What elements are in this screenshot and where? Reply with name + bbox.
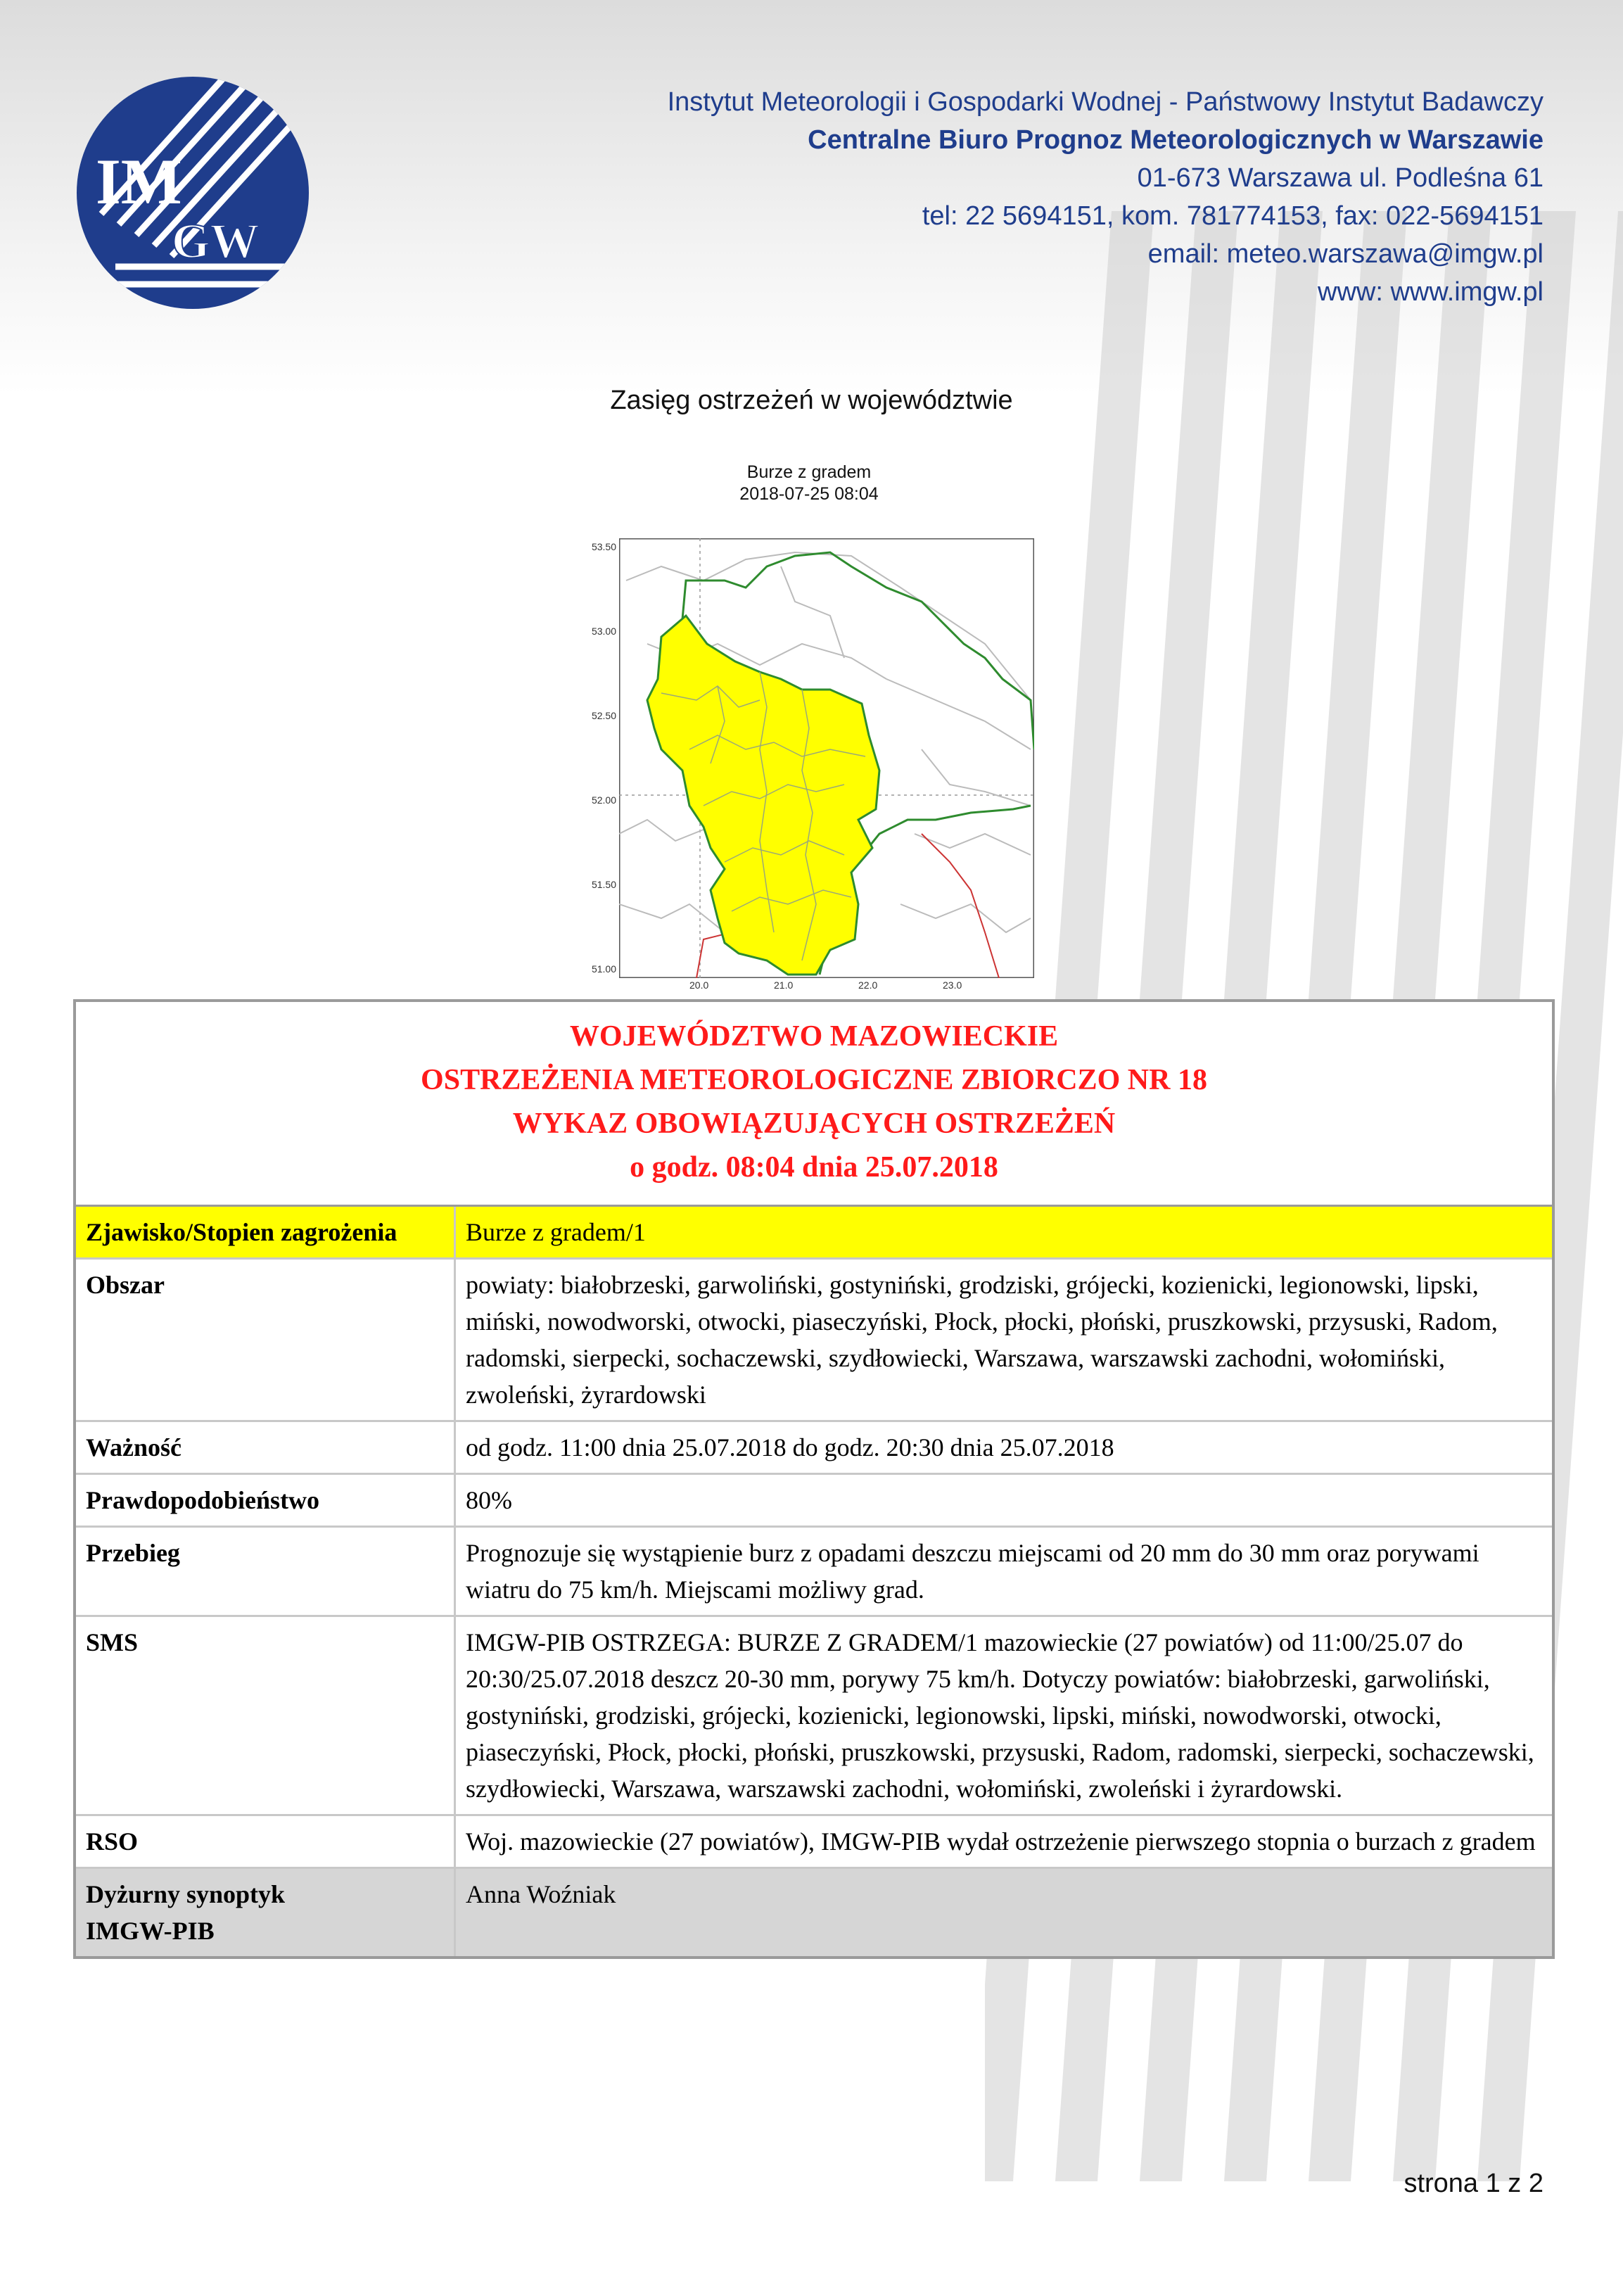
row-value: Burze z gradem/1 <box>456 1207 1552 1257</box>
lat-tick: 51.00 <box>591 963 616 975</box>
row-value: od godz. 11:00 dnia 25.07.2018 do godz. 20:30 dnia 25.07.2018 <box>466 1433 1114 1461</box>
lat-tick: 52.00 <box>591 794 616 806</box>
email[interactable]: email: meteo.warszawa@imgw.pl <box>1147 239 1544 269</box>
lon-tick: 20.0 <box>689 979 709 991</box>
row-value: Woj. mazowieckie (27 powiatów), IMGW-PIB wydał ostrzeżenie pierwszego stopnia o burzach z gradem <box>466 1827 1536 1856</box>
row-label: Zjawisko/Stopien zagrożenia <box>76 1207 456 1257</box>
map-lon-tick-labels <box>619 979 1034 992</box>
institute-contact <box>668 83 1544 311</box>
heading-warnings: OSTRZEŻENIA METEOROLOGICZNE ZBIORCZO NR 18 <box>421 1064 1207 1096</box>
heading-list: WYKAZ OBOWIĄZUJĄCYCH OSTRZEŻEŃ <box>512 1108 1116 1140</box>
map-title-date: 2018-07-25 08:04 <box>739 484 879 504</box>
institute-name: Instytut Meteorologii i Gospodarki Wodnej - Państwowy Instytut Badawczy <box>667 87 1544 117</box>
warning-map <box>619 538 1034 978</box>
heading-time: o godz. 08:04 dnia 25.07.2018 <box>630 1151 998 1184</box>
forecaster-org: IMGW-PIB <box>86 1917 215 1945</box>
phone: tel: 22 5694151, kom. 781774153, fax: 022-5694151 <box>922 201 1544 231</box>
map-title-phenomenon: Burze z gradem <box>746 462 872 482</box>
address: 01-673 Warszawa ul. Podleśna 61 <box>1137 163 1544 193</box>
row-value: Prognozuje się wystąpienie burz z opadami deszczu miejscami od 20 mm do 30 mm oraz porywami wiatru do 75 km/h. Miejscami możliwy grad. <box>466 1539 1479 1604</box>
row-label: RSO <box>76 1816 456 1867</box>
lat-tick: 52.50 <box>591 710 616 721</box>
warning-table <box>73 999 1555 1959</box>
lon-tick: 22.0 <box>858 979 878 991</box>
map-caption: Zasięg ostrzeżeń w województwie <box>610 386 1013 415</box>
row-label: SMS <box>76 1617 456 1814</box>
lon-tick: 23.0 <box>943 979 962 991</box>
row-value: 80% <box>466 1486 512 1514</box>
row-area <box>76 1260 1552 1422</box>
svg-text:GW: GW <box>172 215 260 269</box>
lat-tick: 51.50 <box>591 879 616 890</box>
row-label <box>76 1869 456 1956</box>
row-forecaster <box>76 1869 1552 1956</box>
row-label: Obszar <box>76 1260 456 1420</box>
row-label: Prawdopodobieństwo <box>76 1475 456 1526</box>
lat-tick: 53.00 <box>591 626 616 637</box>
row-label: Ważność <box>76 1422 456 1473</box>
warning-heading <box>76 1002 1552 1207</box>
row-validity <box>76 1422 1552 1475</box>
row-label: Przebieg <box>76 1528 456 1615</box>
heading-voivodeship: WOJEWÓDZTWO MAZOWIECKIE <box>569 1020 1059 1053</box>
page-number: strona 1 z 2 <box>1404 2169 1544 2198</box>
row-value: IMGW-PIB OSTRZEGA: BURZE Z GRADEM/1 mazowieckie (27 powiatów) od 11:00/25.07 do 20:30/25.07.2018 deszcz 20-30 mm, porywy 75 km/h. Dotyczy powiatów: białobrzeski, garwoliński, gostyniński, grodziski, grójecki, kozienicki, legionowski, lipski, miński, nowodworski, otwocki, piaseczyński, Płock, płocki, płoński, pruszkowski, przysuski, Radom, radomski, sierpecki, sochaczewski, szydłowiecki, Warszawa, warszawski zachodni, wołomiński, zwoleński i żyrardowski. <box>466 1628 1534 1803</box>
lon-tick: 21.0 <box>774 979 794 991</box>
svg-text:IM: IM <box>96 146 182 217</box>
lat-tick: 53.50 <box>591 541 616 552</box>
row-probability <box>76 1475 1552 1528</box>
imgw-logo <box>73 73 312 312</box>
row-rso <box>76 1816 1552 1869</box>
website[interactable]: www: www.imgw.pl <box>1318 277 1544 307</box>
row-course <box>76 1528 1552 1617</box>
forecaster-name: Anna Woźniak <box>456 1869 1552 1956</box>
row-value: powiaty: białobrzeski, garwoliński, gostyniński, grodziski, grójecki, kozienicki, legionowski, lipski, miński, nowodworski, otwocki, piaseczyński, Płock, płocki, płoński, pruszkowski, przysuski, Radom, radomski, sierpecki, sochaczewski, szydłowiecki, Warszawa, warszawski zachodni, wołomiński, zwoleński, żyrardowski <box>466 1271 1498 1409</box>
row-phenomenon <box>76 1207 1552 1260</box>
bureau-name: Centralne Biuro Prognoz Meteorologicznych w Warszawie <box>808 125 1544 155</box>
map-title <box>633 462 985 505</box>
row-sms <box>76 1617 1552 1816</box>
forecaster-label: Dyżurny synoptyk <box>86 1880 286 1908</box>
